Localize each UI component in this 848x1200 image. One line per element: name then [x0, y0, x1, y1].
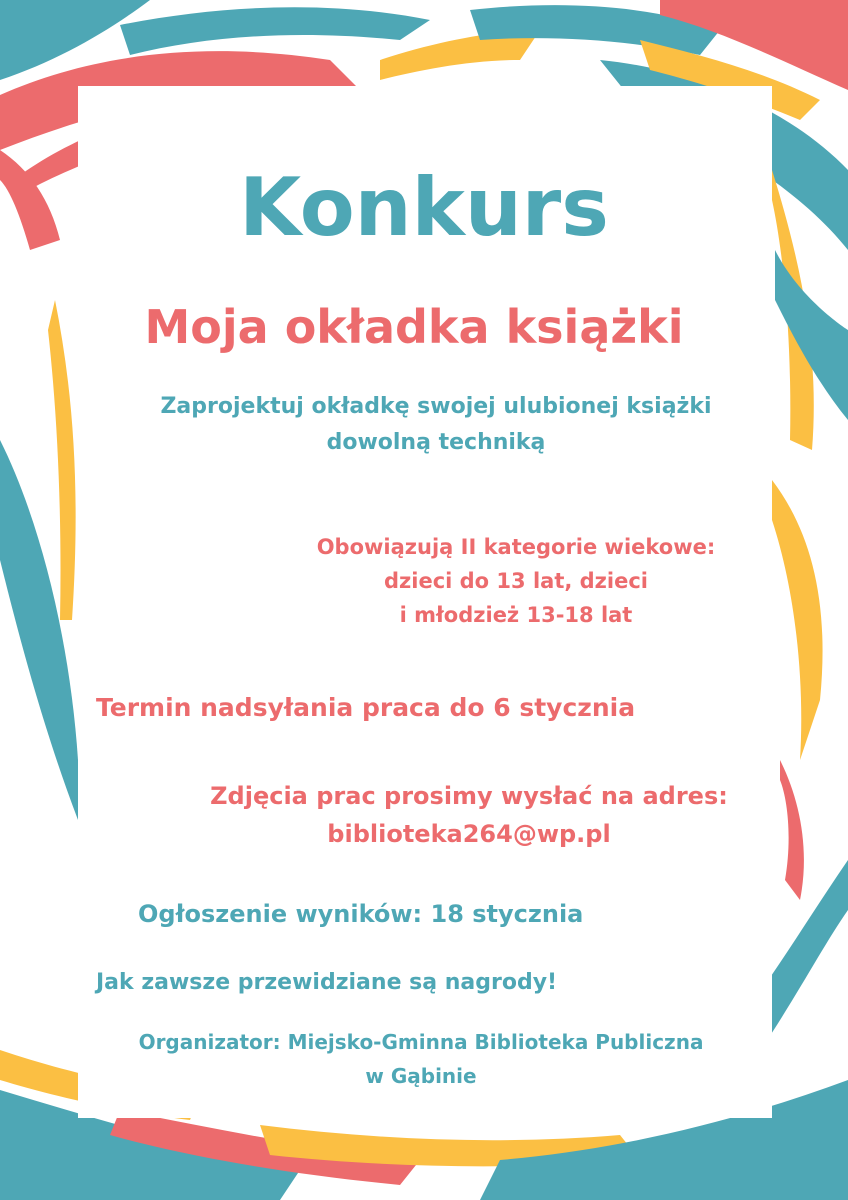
- categories-line: i młodzież 13-18 lat: [399, 603, 633, 627]
- deadline-text: Termin nadsyłania praca do 6 stycznia: [96, 693, 636, 722]
- organizer-line: w Gąbinie: [365, 1064, 477, 1088]
- poster-title: Konkurs: [239, 161, 609, 254]
- teal-brush-stroke: [120, 7, 430, 55]
- intro-text: [0, 389, 848, 461]
- age-categories: [296, 530, 736, 632]
- submission-email: biblioteka264@wp.pl: [327, 820, 611, 848]
- intro-line: Zaprojektuj okładkę swojej ulubionej książki: [160, 394, 712, 419]
- organizer-line: Organizator: Miejsko-Gminna Biblioteka Publiczna: [138, 1030, 704, 1054]
- poster-subtitle: Moja okładka książki: [144, 300, 684, 354]
- intro-line: dowolną techniką: [326, 430, 546, 455]
- results-date: Ogłoszenie wyników: 18 stycznia: [138, 900, 584, 928]
- coral-brush-stroke: [780, 760, 804, 900]
- categories-line: dzieci do 13 lat, dzieci: [384, 569, 648, 593]
- organizer-info: [0, 1025, 842, 1093]
- yellow-brush-stroke: [772, 480, 823, 760]
- categories-line: Obowiązują II kategorie wiekowe:: [316, 535, 716, 559]
- submission-info: [204, 777, 734, 853]
- submission-line: Zdjęcia prac prosimy wysłać na adres:: [210, 782, 728, 810]
- prizes-text: Jak zawsze przewidziane są nagrody!: [96, 970, 558, 995]
